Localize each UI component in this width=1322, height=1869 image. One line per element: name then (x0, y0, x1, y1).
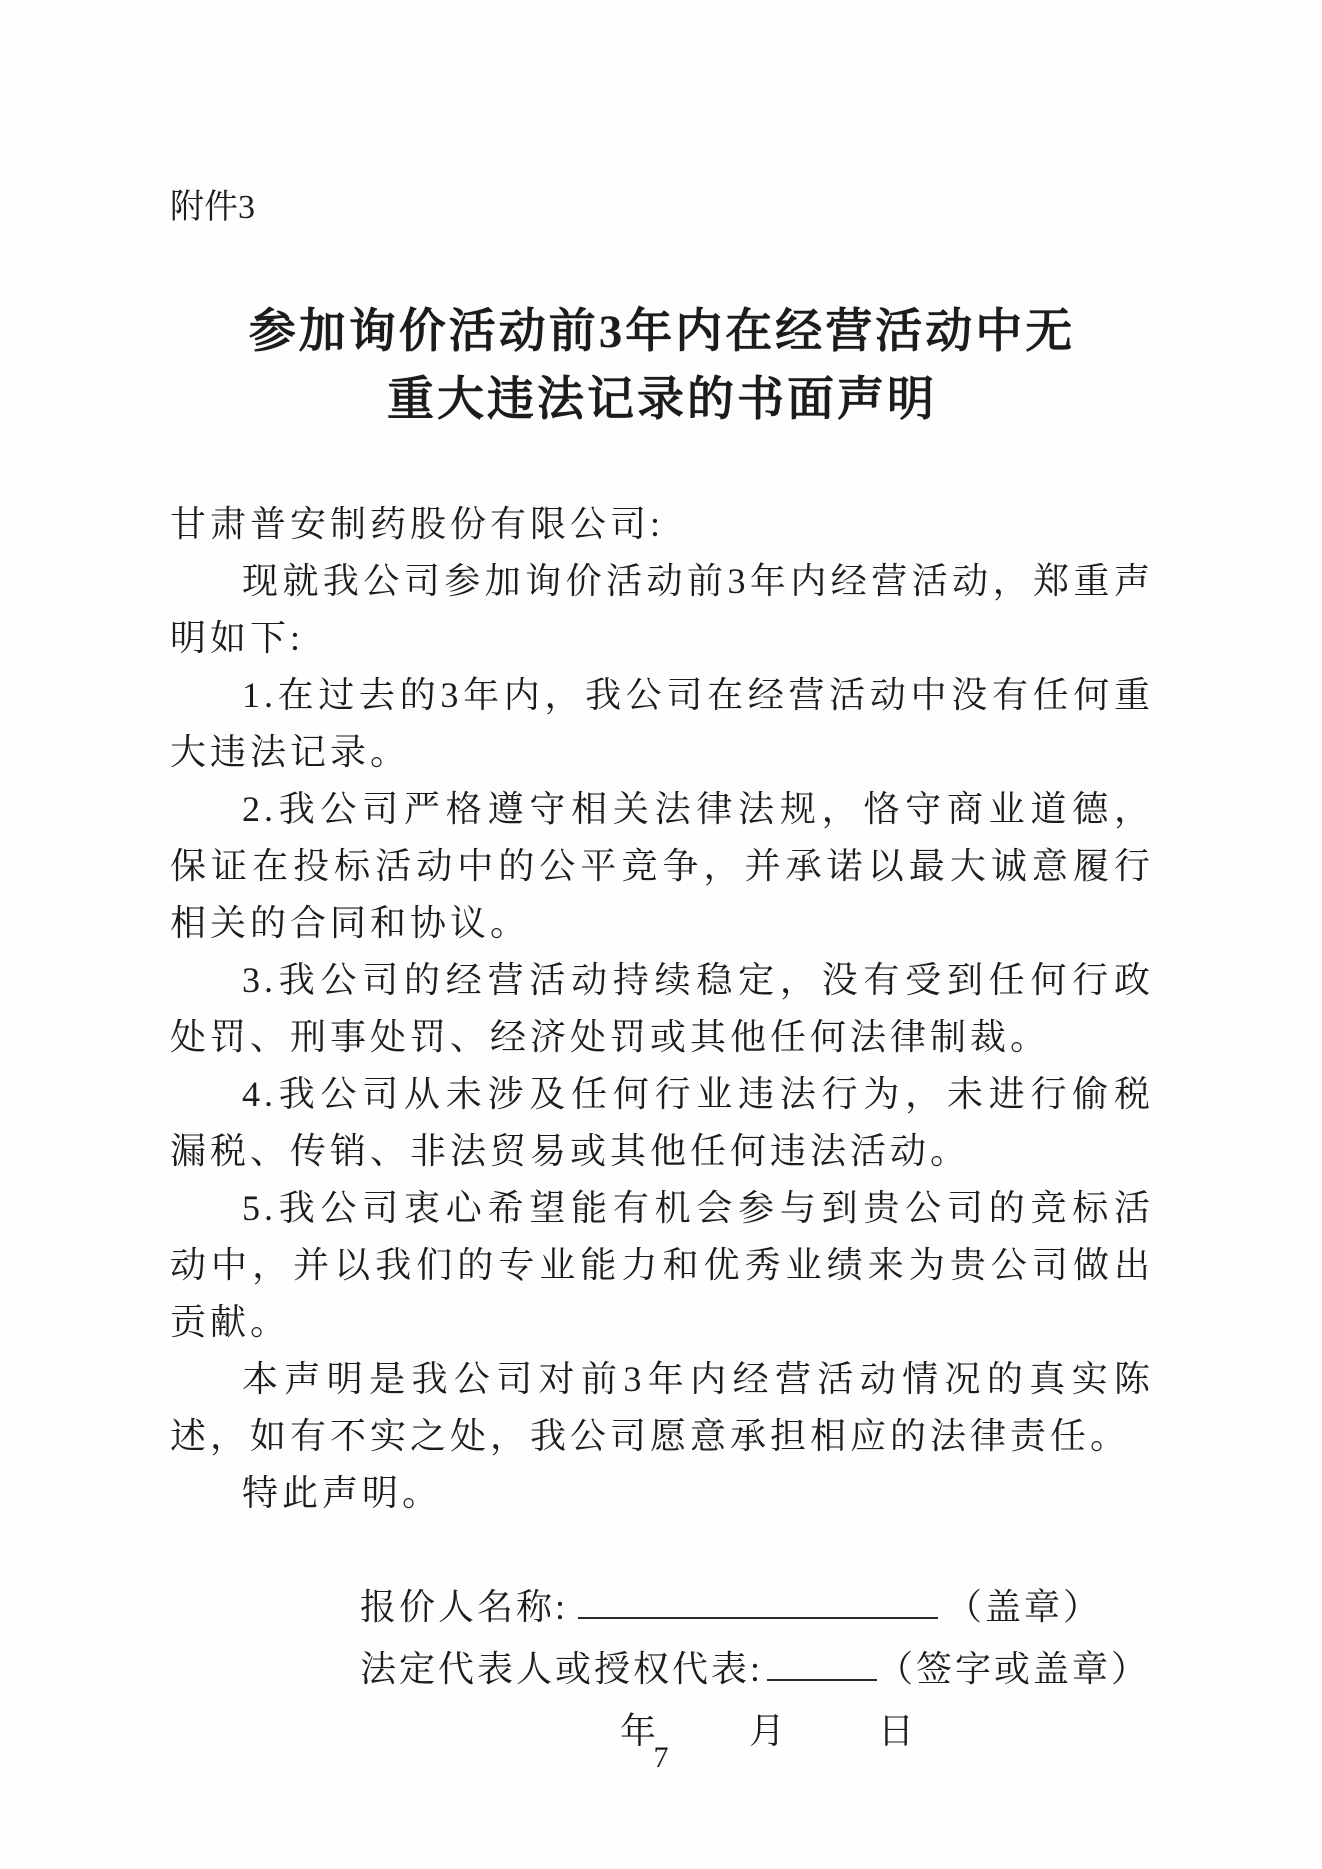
title-line-2: 重大违法记录的书面声明 (387, 374, 937, 426)
title-line-1: 参加询价活动前3年内在经营活动中无 (248, 306, 1076, 358)
date-month-label: 月 (749, 1711, 789, 1751)
signature-block (170, 1576, 1154, 1762)
bidder-name-line (360, 1576, 1154, 1638)
document-body (170, 496, 1154, 1522)
bidder-name-blank (578, 1583, 938, 1619)
attachment-label: 附件3 (170, 189, 255, 226)
bidder-seal-note: （盖章） (946, 1587, 1103, 1627)
date-day-label: 日 (878, 1711, 918, 1751)
representative-label: 法定代表人或授权代表: (360, 1649, 764, 1689)
closing-paragraph: 本声明是我公司对前3年内经营活动情况的真实陈述，如有不实之处，我公司愿意承担相应的法律责任。 (170, 1359, 1154, 1456)
salutation: 甘肃普安制药股份有限公司: (170, 504, 665, 544)
declaration-item-5: 5.我公司衷心希望能有机会参与到贵公司的竞标活动中，并以我们的专业能力和优秀业绩来为贵公司做出贡献。 (170, 1188, 1154, 1342)
date-year-label: 年 (620, 1711, 660, 1751)
intro-paragraph: 现就我公司参加询价活动前3年内经营活动，郑重声明如下: (170, 561, 1154, 658)
bidder-name-label: 报价人名称: (360, 1587, 569, 1627)
declaration-item-2: 2.我公司严格遵守相关法律法规，恪守商业道德，保证在投标活动中的公平竞争，并承诺以最大诚意履行相关的合同和协议。 (170, 789, 1154, 943)
declaration-item-4: 4.我公司从未涉及任何行业违法行为，未进行偷税漏税、传销、非法贸易或其他任何违法活动。 (170, 1074, 1154, 1171)
declaration-item-3: 3.我公司的经营活动持续稳定，没有受到任何行政处罚、刑事处罚、经济处罚或其他任何法律制裁。 (170, 960, 1154, 1057)
representative-seal-note: （签字或盖章） (877, 1649, 1151, 1689)
representative-blank (767, 1645, 877, 1681)
declaration-item-1: 1.在过去的3年内，我公司在经营活动中没有任何重大违法记录。 (170, 675, 1154, 772)
declaration-statement: 特此声明。 (242, 1473, 443, 1513)
document-title (170, 298, 1154, 434)
representative-line (360, 1638, 1154, 1700)
page-number: 7 (653, 1741, 669, 1774)
